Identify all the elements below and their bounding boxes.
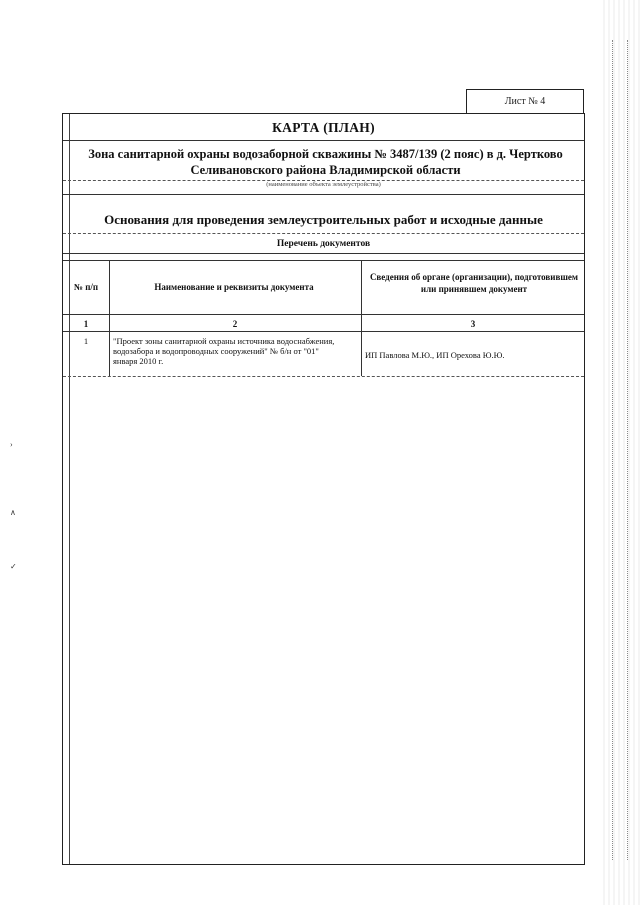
- col-header-document: Наименование и реквизиты документа: [154, 282, 314, 292]
- row-1-organ: ИП Павлова М.Ю., ИП Орехова Ю.Ю.: [365, 350, 505, 360]
- document-frame: [62, 113, 585, 865]
- col-header-organ: Сведения об органе (организации), подготовившем или принявшем документ: [369, 272, 579, 294]
- numbers-bottom-line: [63, 331, 584, 332]
- sheet-number-box: [466, 89, 584, 113]
- col-number-3: 3: [470, 319, 476, 329]
- margin-mark-2: ∧: [10, 508, 16, 517]
- margin-mark-1: ›: [10, 440, 13, 449]
- col-header-number: № п/п: [73, 282, 99, 292]
- section-title: Основания для проведения землеустроительных работ и исходные данные: [104, 212, 543, 227]
- documents-heading: Перечень документов: [276, 239, 371, 249]
- sheet-number-label: Лист № 4: [504, 96, 546, 107]
- section-divider: [63, 233, 584, 234]
- object-name-caption: (наименование объекта землеустройства): [266, 181, 381, 188]
- row-1-bottom-line: [63, 376, 584, 377]
- grid-line-2: [361, 260, 362, 376]
- header-bottom-line: [63, 314, 584, 315]
- table-top-line: [63, 260, 584, 261]
- row-1-document: "Проект зоны санитарной охраны источника водоснабжения, водозабора и водопроводных сооружений" № б/н от "01" января 2010 г.: [113, 336, 335, 366]
- document-title: КАРТА (ПЛАН): [272, 120, 375, 135]
- scan-edge-line-2: [627, 40, 628, 860]
- col-number-2: 2: [232, 319, 238, 329]
- title-divider: [63, 140, 584, 141]
- col-number-1: 1: [83, 319, 89, 329]
- scan-edge-artifact: [600, 0, 640, 905]
- grid-line-1: [109, 260, 110, 376]
- row-1-number: 1: [83, 336, 89, 346]
- heading-divider: [63, 253, 584, 254]
- caption-divider: [63, 194, 584, 195]
- margin-mark-3: ✓: [10, 562, 17, 571]
- scan-edge-line-1: [612, 40, 613, 860]
- object-name: Зона санитарной охраны водозаборной скважины № 3487/139 (2 пояс) в д. Чертково Селивановского района Владимирской области: [88, 147, 563, 177]
